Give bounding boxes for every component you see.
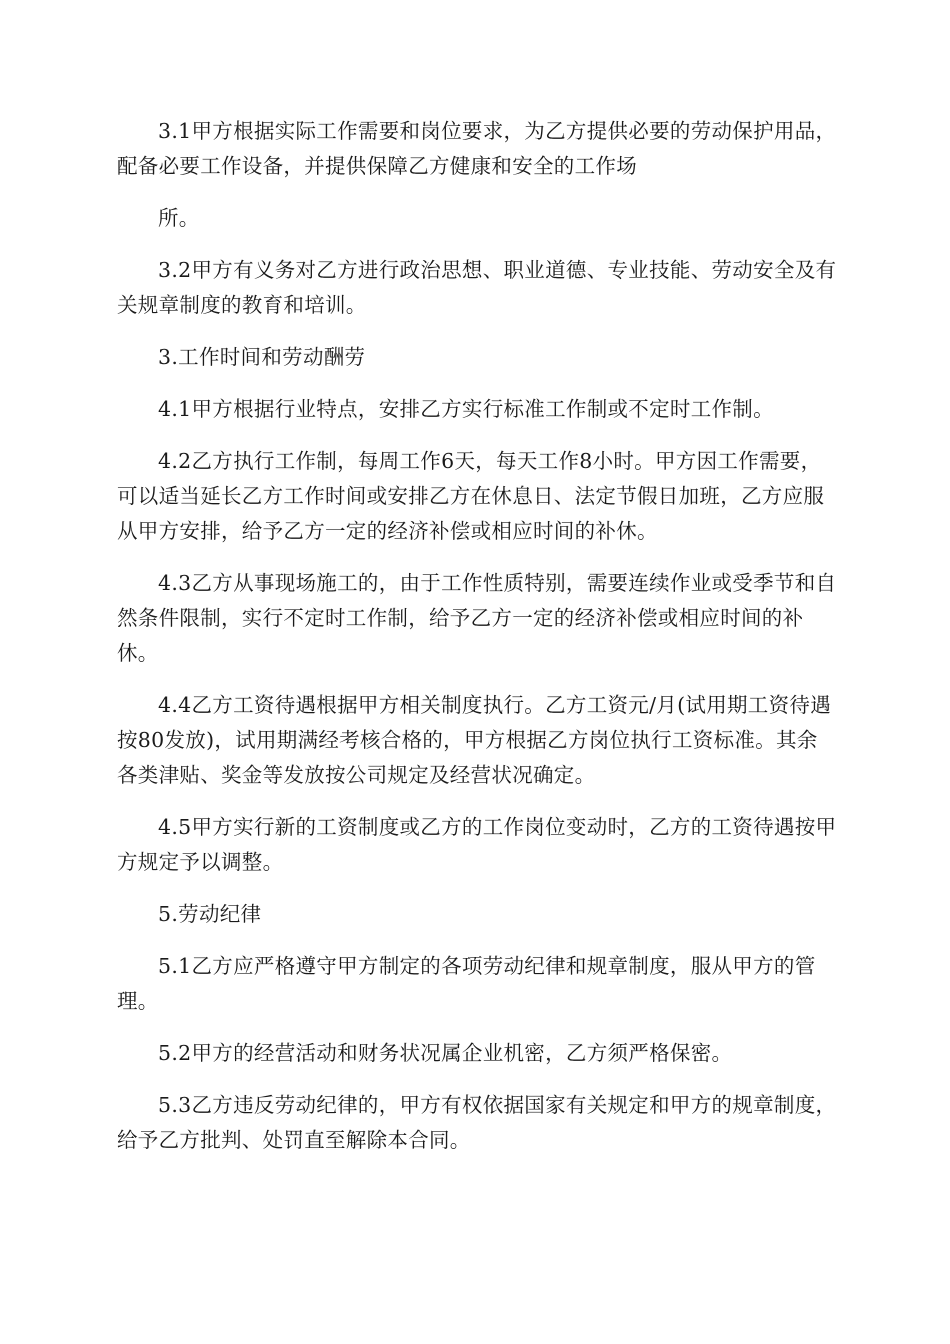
- paragraph-4-3: 4.3乙方从事现场施工的，由于工作性质特别，需要连续作业或受季节和自然条件限制，实行不定时工作制，给予乙方一定的经济补偿或相应时间的补休。: [117, 571, 837, 665]
- section-heading-work-time: 3.工作时间和劳动酬劳: [158, 345, 366, 369]
- paragraph-4-1: 4.1甲方根据行业特点，安排乙方实行标准工作制或不定时工作制。: [158, 397, 774, 421]
- section-heading-labor-discipline: 5.劳动纪律: [158, 902, 262, 926]
- paragraph-5-2: 5.2甲方的经营活动和财务状况属企业机密，乙方须严格保密。: [158, 1041, 733, 1065]
- paragraph-4-5: 4.5甲方实行新的工资制度或乙方的工作岗位变动时，乙方的工资待遇按甲方规定予以调整。: [117, 815, 837, 874]
- paragraph-3-2: 3.2甲方有义务对乙方进行政治思想、职业道德、专业技能、劳动安全及有关规章制度的教育和培训。: [117, 258, 837, 317]
- paragraph-3-1: 3.1甲方根据实际工作需要和岗位要求，为乙方提供必要的劳动保护用品，配备必要工作设备，并提供保障乙方健康和安全的工作场: [117, 119, 837, 178]
- paragraph-5-3: 5.3乙方违反劳动纪律的，甲方有权依据国家有关规定和甲方的规章制度，给予乙方批判、处罚直至解除本合同。: [117, 1093, 837, 1152]
- paragraph-4-4: 4.4乙方工资待遇根据甲方相关制度执行。乙方工资元/月(试用期工资待遇按80发放)，试用期满经考核合格的，甲方根据乙方岗位执行工资标准。其余各类津贴、奖金等发放按公司规定及经营状况确定。: [117, 693, 832, 787]
- paragraph-5-1: 5.1乙方应严格遵守甲方制定的各项劳动纪律和规章制度，服从甲方的管理。: [117, 954, 816, 1013]
- paragraph-4-2: 4.2乙方执行工作制，每周工作6天，每天工作8小时。甲方因工作需要，可以适当延长乙方工作时间或安排乙方在休息日、法定节假日加班，乙方应服从甲方安排，给予乙方一定的经济补偿或相应时间的补休。: [117, 449, 825, 543]
- paragraph-3-1-continued: 所。: [158, 206, 200, 230]
